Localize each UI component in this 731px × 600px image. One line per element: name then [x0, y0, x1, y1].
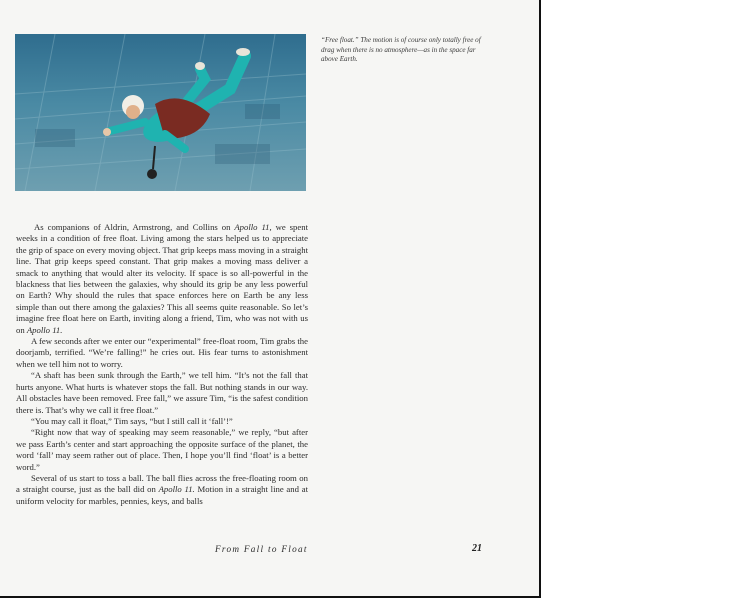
- body-paragraph: A few seconds after we enter our “experimental” free-float room, Tim grabs the doorjamb, terrified. “We’re falling!” he cries out. His fear turns to astonishment when we tell him not to worry.: [16, 336, 308, 369]
- italic-ship-name: Apollo 11.: [158, 484, 195, 495]
- page-number: 21: [472, 543, 482, 554]
- body-paragraph: Several of us start to toss a ball. The ball flies across the free-floating room on a straight course, just as the ball did on Apollo 11. Motion in a straight line and at uniform velocity for marbles, pennies, keys, and balls: [16, 472, 308, 506]
- italic-ship-name: Apollo 11.: [26, 324, 63, 335]
- running-title: From Fall to Float: [215, 544, 308, 554]
- body-paragraph: “Right now that way of speaking may seem reasonable,” we reply, “but after we pass Earth’s center and start approaching the opposite surface of the planet, the word ‘fall’ may seem rather out of place. Then, I hope you’ll find ‘float’ is a better word.”: [16, 427, 308, 472]
- skydiver-photo: [15, 34, 306, 191]
- photo-caption: “Free float.” The motion is of course only totally free of drag when there is no atmosphere—as in the space far above Earth.: [321, 36, 481, 64]
- skydiver-illustration: [15, 34, 306, 191]
- body-paragraph: “You may call it float,” Tim says, “but I still call it ‘fall’!”: [31, 415, 233, 426]
- italic-ship-name: Apollo 11,: [234, 222, 272, 232]
- body-paragraph: As companions of Aldrin, Armstrong, and Collins on Apollo 11, we spent weeks in a condition of free float. Living among the stars helped us to appreciate the grip of space on every moving object. That grip keeps mass moving in a straight line. That grip keeps speed constant. That grip makes a moving mass deliver a smack to anything that would alter its velocity. If space is so all-powerful in the blackness that lies between the galaxies, why should its grip be any less powerful on Earth? Why should the rules that space enforces here on Earth be any less simple than out there among the galaxies? This all seems quite reasonable. So let’s imagine free float here on Earth, inviting along a friend, Tim, who was not with us on Apollo 11.: [16, 222, 308, 335]
- body-paragraph: “A shaft has been sunk through the Earth,” we tell him. “It’s not the fall that hurts anyone. What hurts is whatever stops the fall. But nothing stands in our way. All obstacles have been removed. Free fall,” we assure Tim, “is the safest condition there is. That’s why we call it free float.”: [16, 370, 308, 415]
- body-text: [16, 222, 308, 507]
